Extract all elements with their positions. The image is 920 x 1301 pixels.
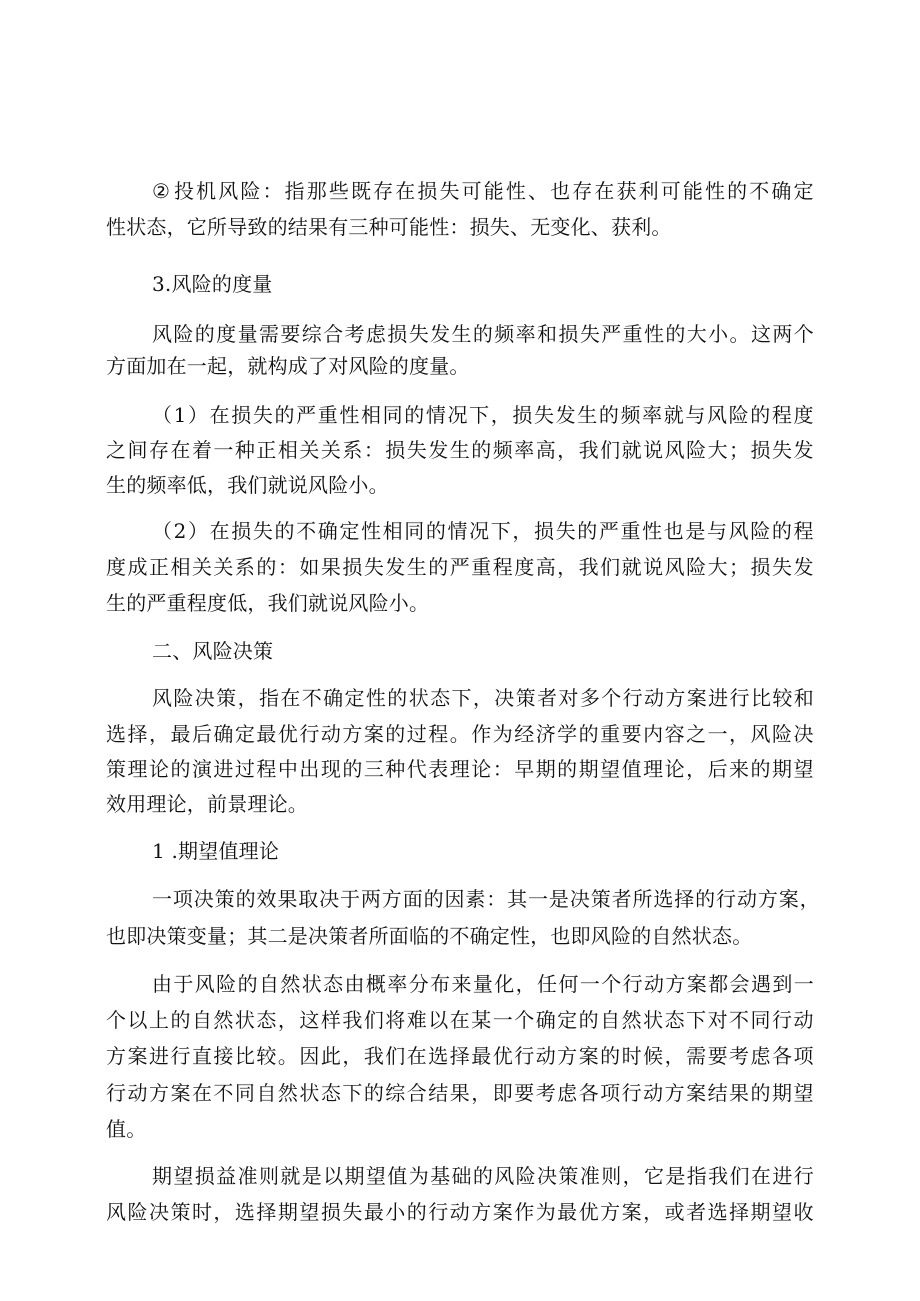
paragraph-risk-measure-line-1: 风 险 的 度 量 需 要 综 合 考 虑 损 失 发 生 的 频 率 和 损 失 严 重 性 的 大 小 。 这 两 个 — [152, 322, 814, 346]
heading-risk-decision: 二、风险决策 — [152, 639, 274, 663]
paragraph-frequency-line-2: 之 间 存 在 着 一 种 正 相 关 关 系 ： 损 失 发 生 的 频 率 高 ， 我 们 就 说 风 险 大 ； 损 失 发 — [106, 438, 814, 462]
paragraph-decision-effect-line-2: 也即决策变量；其二是决策者所面临的不确定性，也即风险的自然状态。 — [106, 924, 753, 948]
heading-risk-measurement: 3.风险的度量 — [152, 272, 273, 296]
paragraph-frequency-line-3: 生的频率低，我们就说风险小。 — [106, 473, 389, 497]
paragraph-speculative-risk-line-1: ② 投 机 风 险 ： 指 那 些 既 存 在 损 失 可 能 性 、 也 存 在 获 利 可 能 性 的 不 确 定 — [152, 179, 814, 203]
paragraph-natural-state-line-3: 方 案 进 行 直 接 比 较 。 因 此 ， 我 们 在 选 择 最 优 行 动 方 案 的 时 候 ， 需 要 考 虑 各 项 — [106, 1044, 814, 1068]
paragraph-severity-line-1: （ 2 ） 在 损 失 的 不 确 定 性 相 同 的 情 况 下 ， 损 失 的 严 重 性 也 是 与 风 险 的 程 — [152, 519, 814, 543]
paragraph-natural-state-line-4: 行 动 方 案 在 不 同 自 然 状 态 下 的 综 合 结 果 ， 即 要 考 虑 各 项 行 动 方 案 结 果 的 期 望 — [106, 1081, 814, 1105]
paragraph-speculative-risk-line-2: 性状态，它所导致的结果有三种可能性：损失、无变化、获利。 — [106, 215, 672, 239]
paragraph-expected-criterion-line-1: 期 望 损 益 准 则 就 是 以 期 望 值 为 基 础 的 风 险 决 策 准 则 ， 它 是 指 我 们 在 进 行 — [152, 1164, 814, 1188]
paragraph-severity-line-2: 度 成 正 相 关 关 系 的 ： 如 果 损 失 发 生 的 严 重 程 度 高 ， 我 们 就 说 风 险 大 ； 损 失 发 — [106, 555, 814, 579]
paragraph-natural-state-line-1: 由 于 风 险 的 自 然 状 态 由 概 率 分 布 来 量 化 ， 任 何 一 个 行 动 方 案 都 会 遇 到 一 — [152, 972, 814, 996]
paragraph-risk-decision-line-2: 选 择 ， 最 后 确 定 最 优 行 动 方 案 的 过 程 。 作 为 经 济 学 的 重 要 内 容 之 一 ， 风 险 决 — [106, 722, 814, 746]
paragraph-risk-decision-line-4: 效用理论，前景理论。 — [106, 792, 308, 816]
paragraph-frequency-line-1: （ 1 ） 在 损 失 的 严 重 性 相 同 的 情 况 下 ， 损 失 发 生 的 频 率 就 与 风 险 的 程 度 — [152, 403, 814, 427]
paragraph-expected-criterion-line-2: 风 险 决 策 时 ， 选 择 期 望 损 失 最 小 的 行 动 方 案 作 为 最 优 方 案 ， 或 者 选 择 期 望 收 — [106, 1200, 814, 1224]
heading-expected-value-theory: 1 .期望值理论 — [152, 839, 280, 863]
paragraph-risk-decision-line-3: 策 理 论 的 演 进 过 程 中 出 现 的 三 种 代 表 理 论 ： 早 期 的 期 望 值 理 论 ， 后 来 的 期 望 — [106, 757, 814, 781]
paragraph-natural-state-line-2: 个 以 上 的 自 然 状 态 ， 这 样 我 们 将 难 以 在 某 一 个 确 定 的 自 然 状 态 下 对 不 同 行 动 — [106, 1008, 814, 1032]
paragraph-risk-measure-line-2: 方面加在一起，就构成了对风险的度量。 — [106, 354, 470, 378]
paragraph-decision-effect-line-1: 一 项 决 策 的 效 果 取 决 于 两 方 面 的 因 素 ： 其 一 是 决 策 者 所 选 择 的 行 动 方 案 ， — [152, 887, 820, 911]
paragraph-severity-line-3: 生的严重程度低，我们就说风险小。 — [106, 591, 430, 615]
paragraph-natural-state-line-5: 值。 — [106, 1117, 147, 1141]
paragraph-risk-decision-line-1: 风 险 决 策 ， 指 在 不 确 定 性 的 状 态 下 ， 决 策 者 对 多 个 行 动 方 案 进 行 比 较 和 — [152, 686, 814, 710]
